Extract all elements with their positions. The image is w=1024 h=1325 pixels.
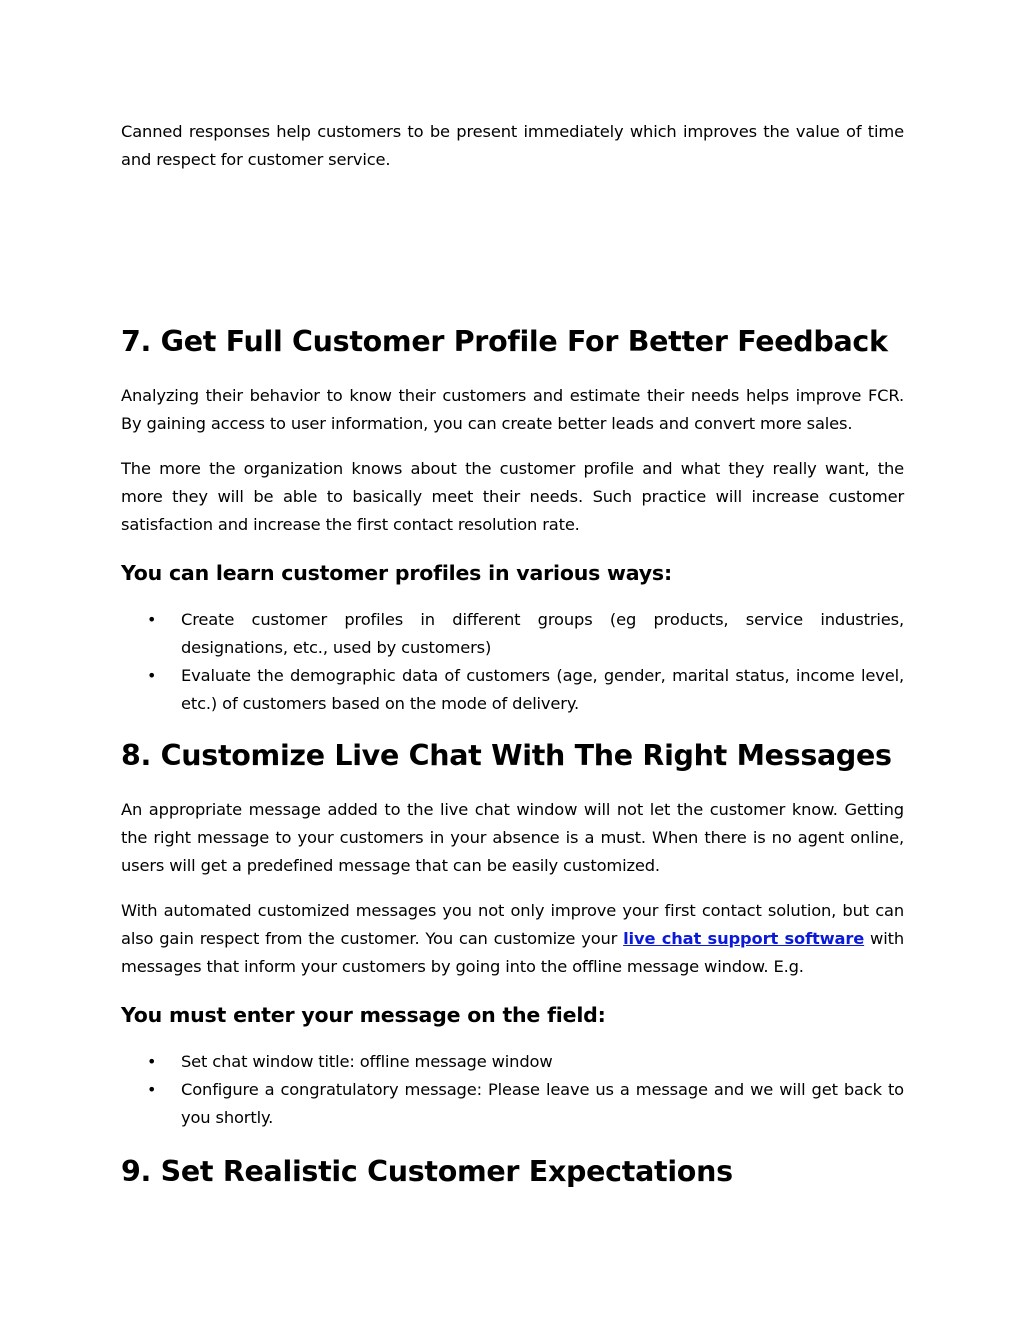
bullet-icon: • [147, 666, 157, 685]
bullet-icon: • [147, 1052, 157, 1071]
list-item [121, 662, 904, 718]
list-item [121, 1048, 904, 1076]
list-item [121, 1076, 904, 1132]
section-7-paragraph-2: The more the organization knows about the customer profile and what they really want, the more they will be able to basically meet their needs. Such practice will increase customer satisfaction and increase the first contact resolution rate. [121, 459, 904, 534]
section-9-heading: 9. Set Realistic Customer Expectations [121, 1155, 733, 1188]
section-8-bullet-list [121, 1048, 904, 1132]
bullet-icon: • [147, 1080, 157, 1099]
section-8-paragraph-2 [121, 897, 904, 981]
section-7-bullet-list [121, 606, 904, 718]
bullet-icon: • [147, 610, 157, 629]
list-item-text: Create customer profiles in different groups (eg products, service industries, designations, etc., used by customers) [181, 610, 904, 657]
section-8-subheading: You must enter your message on the field: [121, 1003, 606, 1027]
document-content [121, 118, 904, 1192]
live-chat-support-software-link[interactable]: live chat support software [623, 929, 865, 948]
section-7-subheading: You can learn customer profiles in various ways: [121, 561, 672, 585]
paragraph-text-after-link: with messages that inform your customers by going into the offline message window. E.g. [121, 929, 904, 976]
list-item-text: Evaluate the demographic data of customers (age, gender, marital status, income level, etc.) of customers based on the mode of delivery. [181, 666, 904, 713]
paragraph-text-before-link: With automated customized messages you not only improve your first contact solution, but can also gain respect from the customer. You can customize your [121, 901, 904, 948]
list-item-text: Set chat window title: offline message window [181, 1052, 553, 1071]
section-8-heading: 8. Customize Live Chat With The Right Messages [121, 739, 892, 772]
list-item-text: Configure a congratulatory message: Please leave us a message and we will get back to you shortly. [181, 1080, 904, 1127]
list-item [121, 606, 904, 662]
section-7-paragraph-1: Analyzing their behavior to know their customers and estimate their needs helps improve FCR. By gaining access to user information, you can create better leads and convert more sales. [121, 386, 904, 433]
intro-paragraph: Canned responses help customers to be present immediately which improves the value of time and respect for customer service. [121, 122, 904, 169]
section-8-paragraph-1: An appropriate message added to the live chat window will not let the customer know. Getting the right message to your customers in your absence is a must. When there is no agent online, users will get a predefined message that can be easily customized. [121, 800, 904, 875]
section-7-heading: 7. Get Full Customer Profile For Better Feedback [121, 325, 888, 358]
